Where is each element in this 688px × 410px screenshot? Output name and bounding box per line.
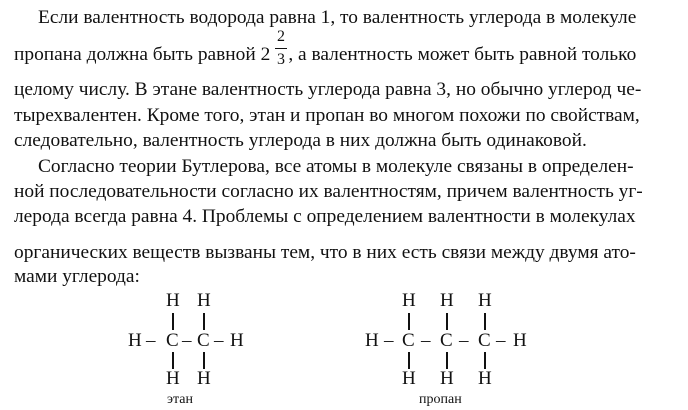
ethane-h-left: H	[128, 330, 142, 351]
fraction-denominator: 3	[277, 51, 285, 68]
ethane-bond-top-2	[203, 313, 205, 330]
propane-bond-bottom-1	[408, 352, 410, 369]
propane-bond-c3-h: –	[496, 330, 506, 351]
propane-bond-c1-c2: –	[421, 330, 431, 351]
propane-bond-h-c1: –	[384, 330, 394, 351]
ethane-c1: C	[166, 330, 179, 351]
propane-c1: C	[402, 330, 415, 351]
ethane-h-bottom-1: H	[166, 368, 180, 389]
propane-h-top-3: H	[478, 290, 492, 311]
ethane-h-bottom-2: H	[197, 368, 211, 389]
ethane-bond-bottom-2	[203, 352, 205, 369]
ethane-h-top-1: H	[166, 290, 180, 311]
paragraph2-line1: Согласно теории Бутлерова, все атомы в молекуле связаны в определен-	[38, 156, 634, 177]
propane-bond-c2-c3: –	[459, 330, 469, 351]
ethane-bond-c1-c2: –	[182, 330, 192, 351]
ethane-bond-bottom-1	[172, 352, 174, 369]
propane-h-top-2: H	[440, 290, 454, 311]
paragraph1-line4: тырехвалентен. Кроме того, этан и пропан во многом похожи по свойствам,	[14, 105, 640, 126]
propane-h-right: H	[513, 330, 527, 351]
paragraph1-line5: следовательно, валентность углерода в них должна быть одинаковой.	[14, 130, 587, 151]
paragraph1-line1: Если валентность водорода равна 1, то валентность углерода в молекуле	[38, 7, 637, 28]
paragraph1-line2-end: , а валентность может быть равной только	[288, 44, 637, 65]
paragraph1-line3: целому числу. В этане валентность углерода равна 3, но обычно углерод че-	[14, 79, 642, 100]
propane-bond-top-1	[408, 313, 410, 330]
paragraph2-line2: ной последовательности согласно их валентностям, причем валентность уг-	[14, 181, 643, 202]
paragraph1-line2-start: пропана должна быть равной 2	[14, 44, 271, 65]
propane-h-left: H	[365, 330, 379, 351]
ethane-bond-top-1	[172, 313, 174, 330]
propane-bond-top-2	[446, 313, 448, 330]
propane-c3: C	[478, 330, 491, 351]
paragraph2-line5: мами углерода:	[14, 266, 140, 287]
propane-c2: C	[440, 330, 453, 351]
propane-h-bottom-1: H	[402, 368, 416, 389]
propane-bond-top-3	[484, 313, 486, 330]
propane-h-bottom-2: H	[440, 368, 454, 389]
fraction-bar	[275, 48, 287, 49]
paragraph1-line2	[14, 43, 678, 67]
paragraph2-line4: органических веществ вызваны тем, что в них есть связи между двумя ато-	[14, 242, 636, 263]
propane-caption: пропан	[419, 392, 462, 407]
ethane-bond-c2-h: –	[214, 330, 224, 351]
fraction-numerator: 2	[277, 28, 285, 45]
ethane-bond-h-c1: –	[146, 330, 156, 351]
propane-h-bottom-3: H	[478, 368, 492, 389]
propane-bond-bottom-2	[446, 352, 448, 369]
paragraph2-line3: лерода всегда равна 4. Проблемы с определением валентности в молекулах	[14, 206, 636, 227]
propane-bond-bottom-3	[484, 352, 486, 369]
propane-h-top-1: H	[402, 290, 416, 311]
ethane-h-top-2: H	[197, 290, 211, 311]
ethane-h-right: H	[230, 330, 244, 351]
ethane-c2: C	[197, 330, 210, 351]
ethane-caption: этан	[167, 392, 194, 407]
